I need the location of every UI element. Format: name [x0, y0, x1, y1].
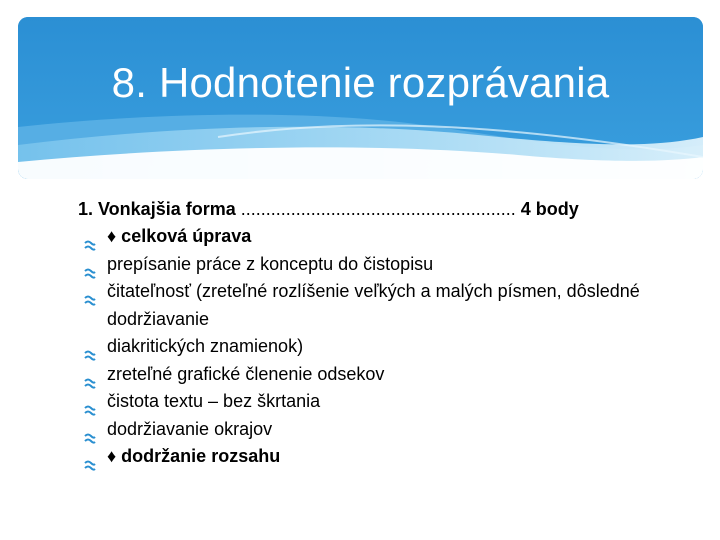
wave-bullet-icon	[84, 287, 96, 298]
slide-content	[78, 195, 678, 471]
heading-label: 1. Vonkajšia forma	[78, 199, 236, 219]
section-heading	[78, 195, 678, 223]
wave-bullet-icon	[84, 425, 96, 436]
wave-bullet-icon	[84, 260, 96, 271]
heading-points: 4 body	[520, 199, 579, 219]
wave-bullet-icon	[84, 397, 96, 408]
wave-bullet-icon	[84, 370, 96, 381]
heading-dots: .......................................................	[235, 199, 521, 219]
list-item-text: čitateľnosť (zreteľné rozlíšenie veľkých a malých písmen, dôsledné dodržiavanie	[107, 281, 640, 329]
list-item-text: zreteľné grafické členenie odsekov	[107, 363, 385, 384]
list-item-text: prepísanie práce z konceptu do čistopisu	[107, 253, 434, 274]
slide-title: 8. Hodnotenie rozprávania	[111, 59, 610, 106]
list-item-text: ♦ dodržanie rozsahu	[107, 446, 281, 466]
list-item-text: dodržiavanie okrajov	[107, 418, 273, 439]
list-item-text: čistota textu – bez škrtania	[107, 391, 321, 411]
wave-bullet-icon	[84, 232, 96, 243]
list-item	[78, 223, 678, 251]
list-item-text: ♦ celková úprava	[107, 226, 252, 246]
list-item	[78, 416, 678, 444]
wave-bullet-icon	[84, 342, 96, 353]
list-item	[78, 443, 678, 471]
list-item	[78, 388, 678, 416]
list-item	[78, 251, 678, 279]
list-item	[78, 333, 678, 361]
list-item-text: diakritických znamienok)	[107, 336, 304, 356]
wave-bullet-icon	[84, 452, 96, 463]
title-banner	[18, 17, 703, 179]
list-item	[78, 278, 678, 333]
list-item	[78, 361, 678, 389]
